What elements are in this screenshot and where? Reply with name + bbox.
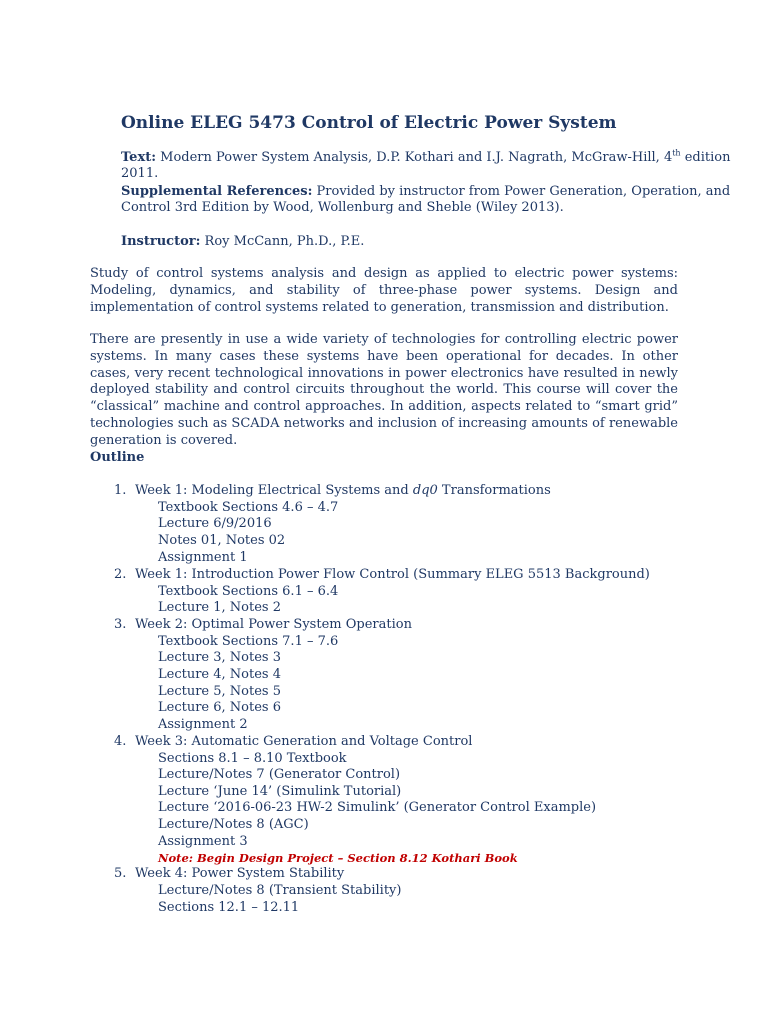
week-4-item: Lecture ‘June 14’ (Simulink Tutorial): [158, 784, 402, 799]
supplemental-label: Supplemental References:: [121, 184, 313, 199]
supplemental-references: [121, 184, 730, 200]
week-4-number: 4.: [114, 734, 127, 749]
text-sup: th: [672, 148, 681, 158]
week-3-item: Lecture 5, Notes 5: [158, 684, 281, 699]
week-1-item: Lecture 6/9/2016: [158, 516, 272, 531]
week-5-title: Week 4: Power System Stability: [135, 866, 345, 881]
week-2-number: 2.: [114, 567, 127, 582]
supplemental-value: Provided by instructor from Power Generation, Operation, and: [312, 184, 731, 199]
text-label: Text:: [121, 150, 157, 165]
week-1-item: Notes 01, Notes 02: [158, 533, 286, 548]
week-3-item: Lecture 4, Notes 4: [158, 667, 281, 682]
week-1-number: 1.: [114, 483, 127, 498]
week-3-item: Lecture 3, Notes 3: [158, 650, 281, 665]
week-4-item: Lecture ‘2016-06-23 HW-2 Simulink’ (Generator Control Example): [158, 800, 597, 815]
instructor-label: Instructor:: [121, 234, 201, 249]
outline-heading: Outline: [90, 450, 145, 465]
text-reference: [121, 150, 730, 166]
week-3-title: Week 2: Optimal Power System Operation: [135, 617, 412, 632]
week-4-item: Lecture/Notes 7 (Generator Control): [158, 767, 401, 782]
week-5-number: 5.: [114, 866, 127, 881]
week-2-title: Week 1: Introduction Power Flow Control (Summary ELEG 5513 Background): [135, 567, 650, 582]
week-2-item: Textbook Sections 6.1 – 6.4: [158, 584, 339, 599]
text-value-tail: edition: [680, 150, 731, 165]
week-4-item: Assignment 3: [158, 834, 248, 849]
week-3-item: Lecture 6, Notes 6: [158, 700, 281, 715]
text-value: Modern Power System Analysis, D.P. Kothari and I.J. Nagrath, McGraw-Hill, 4: [156, 150, 673, 165]
instructor-value: Roy McCann, Ph.D., P.E.: [200, 234, 365, 249]
week-1-title-italic: dq0: [412, 483, 438, 498]
week-3-item: Assignment 2: [158, 717, 248, 732]
instructor: [121, 234, 364, 250]
week-4-title: Week 3: Automatic Generation and Voltage Control: [135, 734, 473, 749]
week-3-item: Textbook Sections 7.1 – 7.6: [158, 634, 339, 649]
week-5-item: Sections 12.1 – 12.11: [158, 900, 300, 915]
week-1-title-pre: Week 1: Modeling Electrical Systems and: [135, 483, 413, 498]
page-title: Online ELEG 5473 Control of Electric Power System: [121, 113, 617, 133]
design-project-note: Note: Begin Design Project – Section 8.12 Kothari Book: [158, 851, 518, 865]
week-1-item: Textbook Sections 4.6 – 4.7: [158, 500, 339, 515]
week-5-item: Lecture/Notes 8 (Transient Stability): [158, 883, 402, 898]
week-4-item: Lecture/Notes 8 (AGC): [158, 817, 309, 832]
week-1-title: [135, 483, 551, 498]
week-3-number: 3.: [114, 617, 127, 632]
week-4-item: Sections 8.1 – 8.10 Textbook: [158, 751, 347, 766]
week-1-title-post: Transformations: [437, 483, 551, 498]
text-reference-line2: 2011.: [121, 166, 159, 181]
course-overview: There are presently in use a wide variety of technologies for controlling electric power systems. In many cases these systems have been operational for decades. In other cases, very recent technological innovations in power electronics have resulted in newly deployed stability and control circuits throughout the world. This course will cover the “classical” machine and control approaches. In addition, aspects related to “smart grid” technologies such as SCADA networks and inclusion of increasing amounts of renewable generation is covered.: [90, 332, 678, 448]
supplemental-line2: Control 3rd Edition by Wood, Wollenburg and Sheble (Wiley 2013).: [121, 200, 564, 215]
course-description: Study of control systems analysis and design as applied to electric power systems: Modeling, dynamics, and stability of three-phase power systems. Design and implementation of control systems related to generation, transmission and distribution.: [90, 266, 678, 315]
week-1-item: Assignment 1: [158, 550, 248, 565]
week-2-item: Lecture 1, Notes 2: [158, 600, 281, 615]
